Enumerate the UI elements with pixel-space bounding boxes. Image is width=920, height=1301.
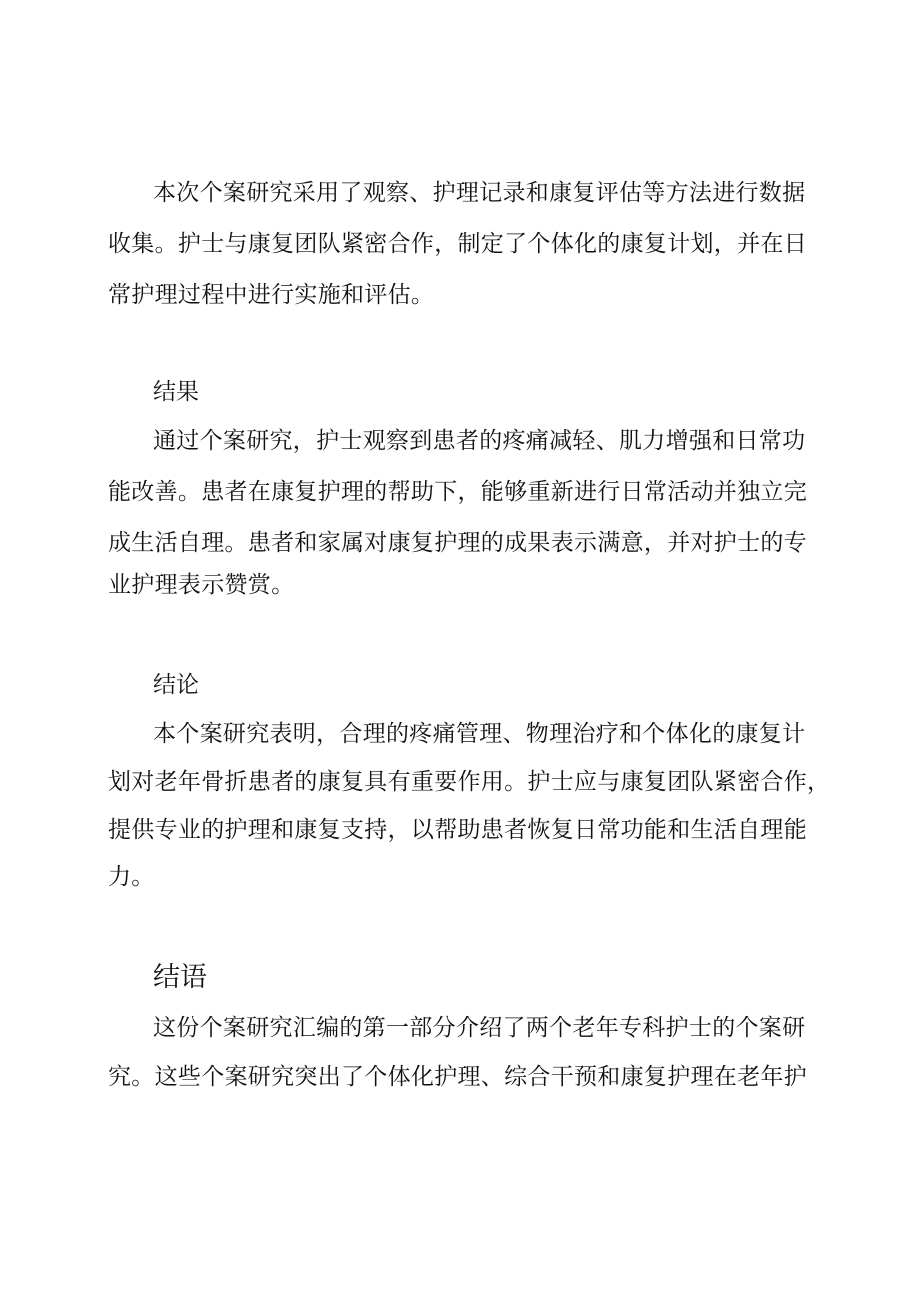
- paragraph-line: 提供专业的护理和康复支持，以帮助患者恢复日常功能和生活自理能: [108, 817, 807, 843]
- paragraph-line: 本次个案研究采用了观察、护理记录和康复评估等方法进行数据: [153, 180, 806, 206]
- closing-heading: 结语: [153, 962, 207, 993]
- paragraph-line: 成生活自理。患者和家属对康复护理的成果表示满意，并对护士的专: [108, 530, 807, 556]
- paragraph-line: 常护理过程中进行实施和评估。: [108, 282, 435, 308]
- paragraph-line: 收集。护士与康复团队紧密合作，制定了个体化的康复计划，并在日: [108, 231, 807, 257]
- paragraph-line: 究。这些个案研究突出了个体化护理、综合干预和康复护理在老年护: [108, 1064, 807, 1090]
- results-heading: 结果: [153, 379, 199, 405]
- paragraph-line: 业护理表示赞赏。: [108, 572, 295, 598]
- paragraph-line: 这份个案研究汇编的第一部分介绍了两个老年专科护士的个案研: [153, 1015, 806, 1041]
- paragraph-line: 能改善。患者在康复护理的帮助下，能够重新进行日常活动并独立完: [108, 479, 807, 505]
- paragraph-line: 通过个案研究，护士观察到患者的疼痛减轻、肌力增强和日常功: [153, 428, 806, 454]
- paragraph-line: 本个案研究表明，合理的疼痛管理、物理治疗和个体化的康复计: [153, 721, 806, 747]
- paragraph-line: 力。: [108, 864, 155, 890]
- conclusion-heading: 结论: [153, 672, 199, 698]
- paragraph-line: 划对老年骨折患者的康复具有重要作用。护士应与康复团队紧密合作，: [108, 769, 831, 795]
